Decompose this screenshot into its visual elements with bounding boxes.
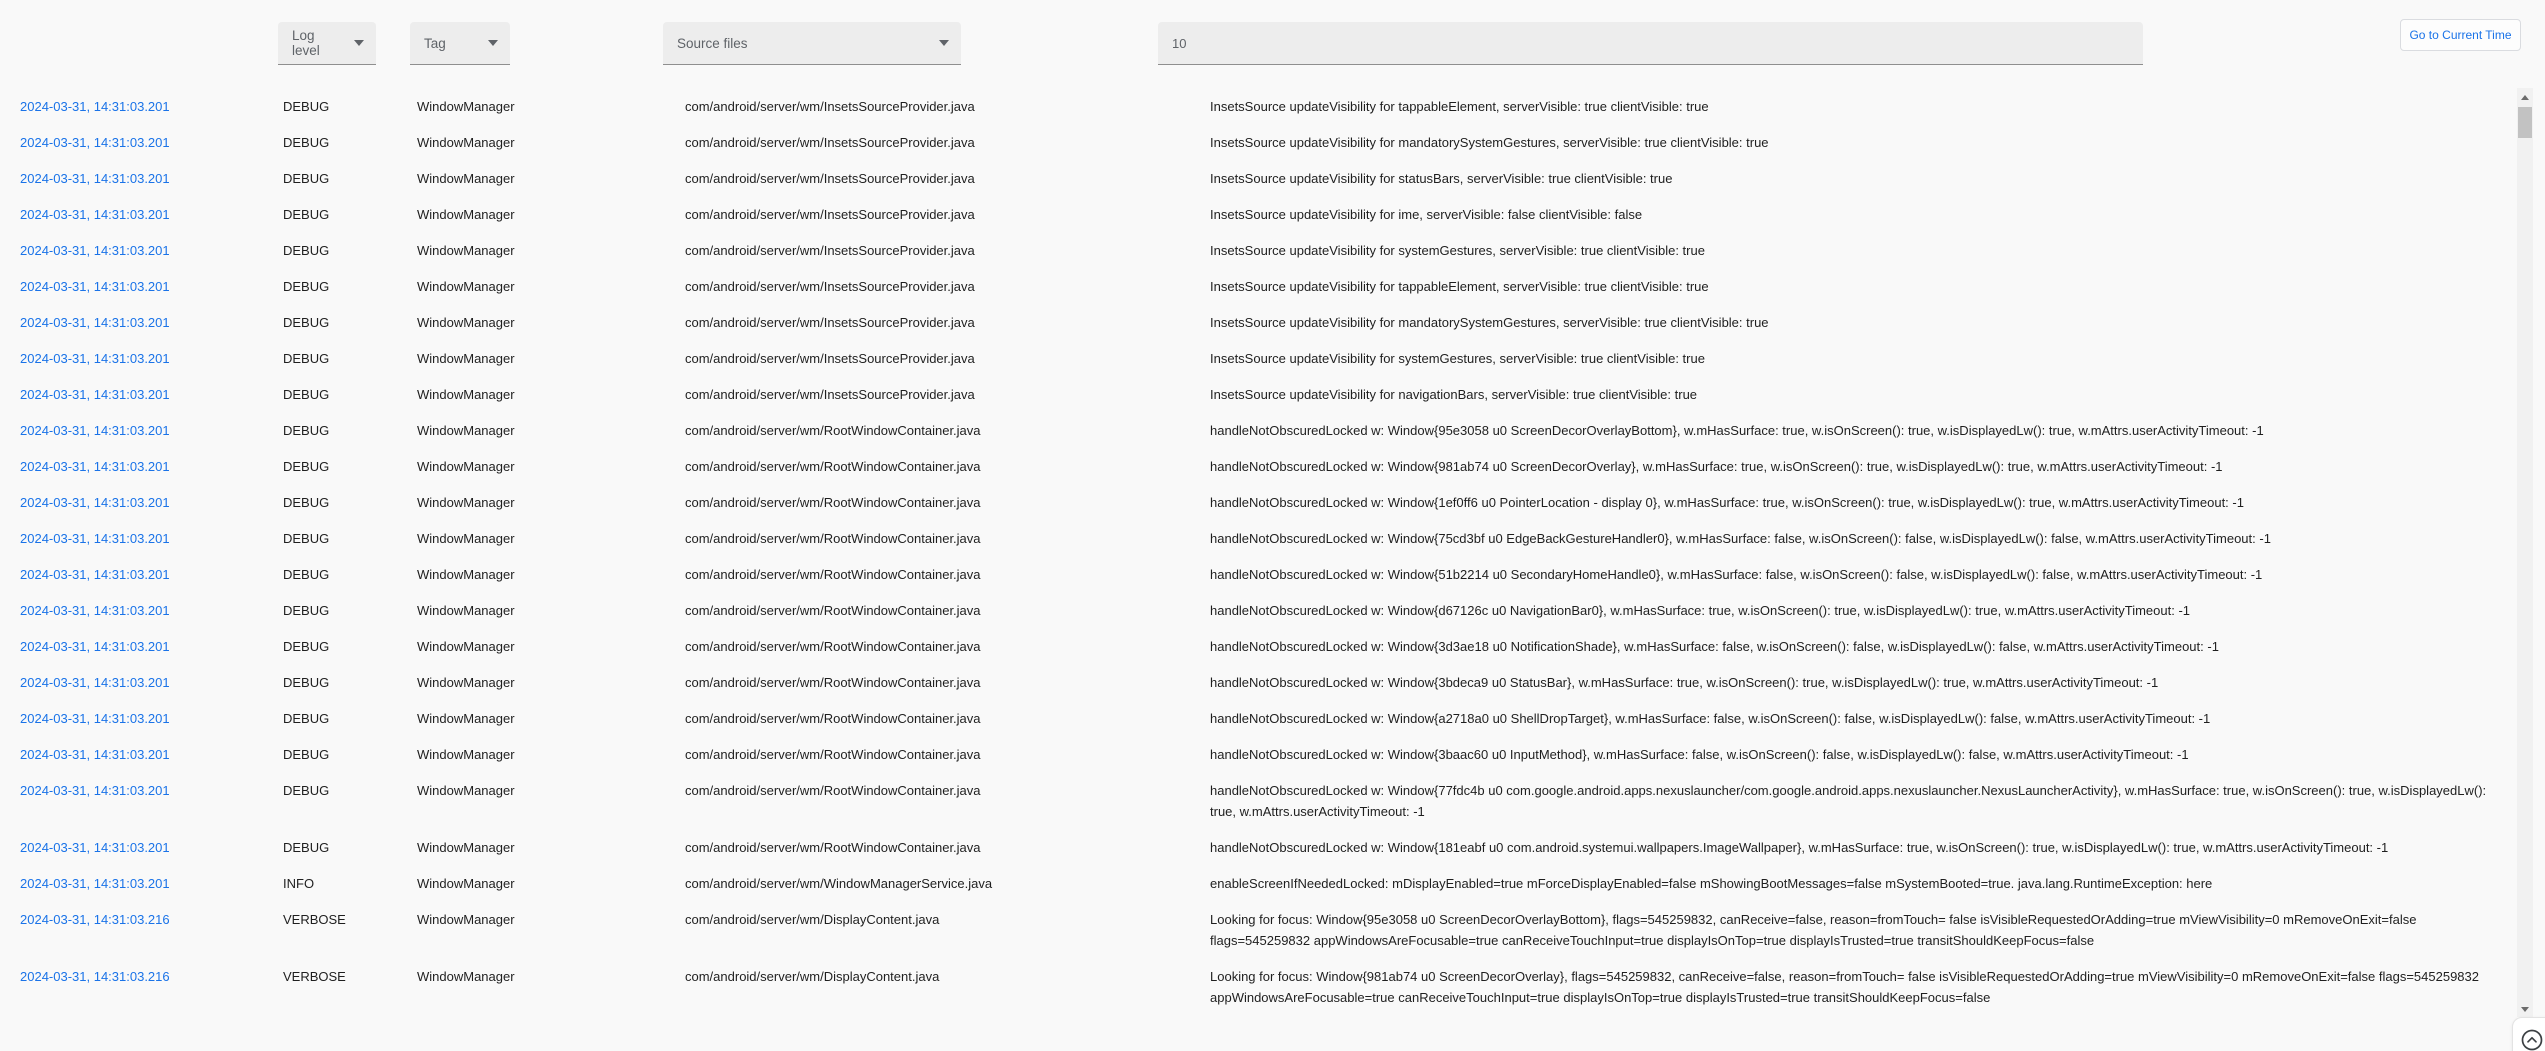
log-level-cell: DEBUG xyxy=(283,422,330,438)
timestamp-link[interactable]: 2024-03-31, 14:31:03.201 xyxy=(20,746,170,762)
message-cell: handleNotObscuredLocked w: Window{95e3058 u0 ScreenDecorOverlayBottom}, w.mHasSurface: true, w.isOnScreen(): true, w.isDisplayedLw(): true, w.mAttrs.userActivityTimeout: -1 xyxy=(1210,422,2264,438)
timestamp-link[interactable]: 2024-03-31, 14:31:03.201 xyxy=(20,530,170,546)
scrollbar[interactable] xyxy=(2517,88,2533,1017)
tag-cell: WindowManager xyxy=(417,782,515,798)
log-level-cell: DEBUG xyxy=(283,170,330,186)
timestamp-link[interactable]: 2024-03-31, 14:31:03.201 xyxy=(20,839,170,855)
tag-cell: WindowManager xyxy=(417,566,515,582)
source-file-cell: com/android/server/wm/RootWindowContainer.java xyxy=(685,422,981,438)
message-cell: handleNotObscuredLocked w: Window{d67126c u0 NavigationBar0}, w.mHasSurface: true, w.isOnScreen(): true, w.isDisplayedLw(): true, w.mAttrs.userActivityTimeout: -1 xyxy=(1210,602,2191,618)
tag-cell: WindowManager xyxy=(417,170,515,186)
source-file-cell: com/android/server/wm/InsetsSourceProvider.java xyxy=(685,314,975,330)
log-row xyxy=(0,520,2517,556)
message-cell: handleNotObscuredLocked w: Window{51b2214 u0 SecondaryHomeHandle0}, w.mHasSurface: false, w.isOnScreen(): false, w.isDisplayedLw(): false, w.mAttrs.userActivityTimeout: -1 xyxy=(1210,566,2263,582)
timestamp-link[interactable]: 2024-03-31, 14:31:03.201 xyxy=(20,602,170,618)
message-cell: Looking for focus: Window{981ab74 u0 ScreenDecorOverlay}, flags=545259832, canReceive=false, reason=fromTouch= false isVisibleRequestedOrAdding=true mViewVisibility=0 mRemoveOnExit=false flags=545259832 appWindowsAreFocusable=true canReceiveTouchInput=true displayIsOnTop=true displayIsTrusted=true transitShouldKeepFocus=false xyxy=(1210,968,2479,1005)
message-cell: Looking for focus: Window{95e3058 u0 ScreenDecorOverlayBottom}, flags=545259832, canReceive=false, reason=fromTouch= false isVisibleRequestedOrAdding=true mViewVisibility=0 mRemoveOnExit=false flags=545259832 appWindowsAreFocusable=true canReceiveTouchInput=true displayIsOnTop=true displayIsTrusted=true transitShouldKeepFocus=false xyxy=(1210,911,2417,948)
message-cell: InsetsSource updateVisibility for tappableElement, serverVisible: true clientVisible: true xyxy=(1210,278,1709,294)
log-row xyxy=(0,88,2517,124)
timestamp-link[interactable]: 2024-03-31, 14:31:03.201 xyxy=(20,98,170,114)
source-file-cell: com/android/server/wm/RootWindowContainer.java xyxy=(685,602,981,618)
log-row xyxy=(0,412,2517,448)
message-cell: handleNotObscuredLocked w: Window{3d3ae18 u0 NotificationShade}, w.mHasSurface: false, w.isOnScreen(): false, w.isDisplayedLw(): false, w.mAttrs.userActivityTimeout: -1 xyxy=(1210,638,2219,654)
tag-select-label: Tag xyxy=(424,35,446,51)
tag-cell: WindowManager xyxy=(417,875,515,891)
timestamp-link[interactable]: 2024-03-31, 14:31:03.201 xyxy=(20,278,170,294)
source-file-cell: com/android/server/wm/InsetsSourceProvider.java xyxy=(685,98,975,114)
tag-cell: WindowManager xyxy=(417,386,515,402)
chevron-down-icon xyxy=(488,40,498,46)
tag-cell: WindowManager xyxy=(417,710,515,726)
log-row xyxy=(0,736,2517,772)
log-level-cell: DEBUG xyxy=(283,782,330,798)
tag-cell: WindowManager xyxy=(417,602,515,618)
message-cell: handleNotObscuredLocked w: Window{1ef0ff6 u0 PointerLocation - display 0}, w.mHasSurface: true, w.isOnScreen(): true, w.isDisplayedLw(): true, w.mAttrs.userActivityTimeout: -1 xyxy=(1210,494,2244,510)
log-row xyxy=(0,829,2517,865)
timestamp-link[interactable]: 2024-03-31, 14:31:03.201 xyxy=(20,494,170,510)
timestamp-link[interactable]: 2024-03-31, 14:31:03.201 xyxy=(20,875,170,891)
tag-cell: WindowManager xyxy=(417,278,515,294)
log-row xyxy=(0,556,2517,592)
message-cell: InsetsSource updateVisibility for navigationBars, serverVisible: true clientVisible: true xyxy=(1210,386,1698,402)
message-cell: handleNotObscuredLocked w: Window{981ab74 u0 ScreenDecorOverlay}, w.mHasSurface: true, w.isOnScreen(): true, w.isDisplayedLw(): true, w.mAttrs.userActivityTimeout: -1 xyxy=(1210,458,2223,474)
message-cell: InsetsSource updateVisibility for tappableElement, serverVisible: true clientVisible: true xyxy=(1210,98,1709,114)
tag-cell: WindowManager xyxy=(417,674,515,690)
source-file-cell: com/android/server/wm/InsetsSourceProvider.java xyxy=(685,278,975,294)
log-level-cell: DEBUG xyxy=(283,98,330,114)
source-file-cell: com/android/server/wm/InsetsSourceProvider.java xyxy=(685,350,975,366)
timestamp-link[interactable]: 2024-03-31, 14:31:03.201 xyxy=(20,350,170,366)
source-file-cell: com/android/server/wm/InsetsSourceProvider.java xyxy=(685,242,975,258)
chevron-down-icon xyxy=(354,40,364,46)
log-row xyxy=(0,376,2517,412)
message-cell: handleNotObscuredLocked w: Window{75cd3bf u0 EdgeBackGestureHandler0}, w.mHasSurface: false, w.isOnScreen(): false, w.isDisplayedLw(): false, w.mAttrs.userActivityTimeout: -1 xyxy=(1210,530,2271,546)
message-cell: handleNotObscuredLocked w: Window{a2718a0 u0 ShellDropTarget}, w.mHasSurface: false, w.isOnScreen(): false, w.isDisplayedLw(): false, w.mAttrs.userActivityTimeout: -1 xyxy=(1210,710,2211,726)
log-level-cell: VERBOSE xyxy=(283,968,346,984)
tag-cell: WindowManager xyxy=(417,458,515,474)
source-file-cell: com/android/server/wm/DisplayContent.java xyxy=(685,911,940,927)
log-row xyxy=(0,664,2517,700)
source-file-cell: com/android/server/wm/RootWindowContainer.java xyxy=(685,839,981,855)
chevron-up-circle-icon[interactable] xyxy=(2520,1028,2544,1051)
log-level-cell: DEBUG xyxy=(283,839,330,855)
log-row xyxy=(0,772,2517,829)
source-file-cell: com/android/server/wm/RootWindowContainer.java xyxy=(685,746,981,762)
message-cell: InsetsSource updateVisibility for mandatorySystemGestures, serverVisible: true clientVisible: true xyxy=(1210,314,1769,330)
log-level-select[interactable] xyxy=(278,22,376,65)
source-file-cell: com/android/server/wm/RootWindowContainer.java xyxy=(685,782,981,798)
tag-cell: WindowManager xyxy=(417,530,515,546)
log-level-cell: VERBOSE xyxy=(283,911,346,927)
log-level-cell: DEBUG xyxy=(283,530,330,546)
timestamp-link[interactable]: 2024-03-31, 14:31:03.201 xyxy=(20,638,170,654)
log-row xyxy=(0,304,2517,340)
source-file-cell: com/android/server/wm/RootWindowContainer.java xyxy=(685,530,981,546)
timestamp-link[interactable]: 2024-03-31, 14:31:03.201 xyxy=(20,134,170,150)
log-level-cell: DEBUG xyxy=(283,134,330,150)
source-file-cell: com/android/server/wm/WindowManagerService.java xyxy=(685,875,993,891)
log-level-cell: DEBUG xyxy=(283,638,330,654)
scrollbar-thumb[interactable] xyxy=(2518,107,2532,138)
timestamp-link[interactable]: 2024-03-31, 14:31:03.201 xyxy=(20,314,170,330)
scroll-to-top-button[interactable] xyxy=(2512,1017,2545,1051)
timestamp-link[interactable]: 2024-03-31, 14:31:03.201 xyxy=(20,242,170,258)
message-cell: InsetsSource updateVisibility for systemGestures, serverVisible: true clientVisible: true xyxy=(1210,350,1705,366)
log-row xyxy=(0,160,2517,196)
log-row xyxy=(0,124,2517,160)
log-row xyxy=(0,865,2517,901)
tag-cell: WindowManager xyxy=(417,968,515,984)
tag-cell: WindowManager xyxy=(417,638,515,654)
log-list xyxy=(0,88,2517,1015)
timestamp-link[interactable]: 2024-03-31, 14:31:03.201 xyxy=(20,782,170,798)
source-file-cell: com/android/server/wm/RootWindowContainer.java xyxy=(685,674,981,690)
message-cell: enableScreenIfNeededLocked: mDisplayEnabled=true mForceDisplayEnabled=false mShowingBootMessages=false mSystemBooted=true. java.lang.RuntimeException: here xyxy=(1210,875,2213,891)
source-file-cell: com/android/server/wm/InsetsSourceProvider.java xyxy=(685,134,975,150)
tag-cell: WindowManager xyxy=(417,839,515,855)
log-level-cell: DEBUG xyxy=(283,602,330,618)
timestamp-link[interactable]: 2024-03-31, 14:31:03.201 xyxy=(20,422,170,438)
source-file-cell: com/android/server/wm/InsetsSourceProvider.java xyxy=(685,386,975,402)
log-row xyxy=(0,196,2517,232)
source-file-cell: com/android/server/wm/DisplayContent.java xyxy=(685,968,940,984)
log-row xyxy=(0,592,2517,628)
source-file-cell: com/android/server/wm/RootWindowContainer.java xyxy=(685,710,981,726)
log-row xyxy=(0,484,2517,520)
tag-cell: WindowManager xyxy=(417,98,515,114)
timestamp-link[interactable]: 2024-03-31, 14:31:03.201 xyxy=(20,170,170,186)
log-level-cell: DEBUG xyxy=(283,206,330,222)
log-row xyxy=(0,628,2517,664)
tag-cell: WindowManager xyxy=(417,134,515,150)
log-row xyxy=(0,268,2517,304)
source-file-cell: com/android/server/wm/InsetsSourceProvider.java xyxy=(685,206,975,222)
source-file-cell: com/android/server/wm/InsetsSourceProvider.java xyxy=(685,170,975,186)
tag-select[interactable] xyxy=(410,22,510,65)
timestamp-link[interactable]: 2024-03-31, 14:31:03.201 xyxy=(20,386,170,402)
log-level-cell: DEBUG xyxy=(283,710,330,726)
tag-cell: WindowManager xyxy=(417,911,515,927)
log-row xyxy=(0,448,2517,484)
tag-cell: WindowManager xyxy=(417,314,515,330)
timestamp-link[interactable]: 2024-03-31, 14:31:03.216 xyxy=(20,968,170,984)
tag-cell: WindowManager xyxy=(417,350,515,366)
timestamp-link[interactable]: 2024-03-31, 14:31:03.216 xyxy=(20,911,170,927)
log-level-cell: DEBUG xyxy=(283,746,330,762)
tag-cell: WindowManager xyxy=(417,494,515,510)
timestamp-link[interactable]: 2024-03-31, 14:31:03.201 xyxy=(20,206,170,222)
log-level-select-label: Log level xyxy=(292,28,320,58)
message-cell: handleNotObscuredLocked w: Window{3baac60 u0 InputMethod}, w.mHasSurface: false, w.isOnScreen(): false, w.isDisplayedLw(): false, w.mAttrs.userActivityTimeout: -1 xyxy=(1210,746,2189,762)
message-cell: InsetsSource updateVisibility for systemGestures, serverVisible: true clientVisible: true xyxy=(1210,242,1705,258)
message-cell: InsetsSource updateVisibility for statusBars, serverVisible: true clientVisible: true xyxy=(1210,170,1673,186)
log-level-cell: DEBUG xyxy=(283,494,330,510)
log-level-cell: DEBUG xyxy=(283,278,330,294)
log-level-cell: DEBUG xyxy=(283,242,330,258)
filter-toolbar xyxy=(0,0,2545,88)
go-to-current-time-button[interactable]: Go to Current Time xyxy=(2400,19,2521,51)
message-cell: handleNotObscuredLocked w: Window{3bdeca9 u0 StatusBar}, w.mHasSurface: true, w.isOnScreen(): true, w.isDisplayedLw(): true, w.mAttrs.userActivityTimeout: -1 xyxy=(1210,674,2159,690)
source-file-cell: com/android/server/wm/RootWindowContainer.java xyxy=(685,638,981,654)
source-file-cell: com/android/server/wm/RootWindowContainer.java xyxy=(685,494,981,510)
timestamp-link[interactable]: 2024-03-31, 14:31:03.201 xyxy=(20,566,170,582)
log-row xyxy=(0,700,2517,736)
log-level-cell: DEBUG xyxy=(283,386,330,402)
log-level-cell: DEBUG xyxy=(283,350,330,366)
time-window-input[interactable] xyxy=(1158,22,2143,65)
log-row xyxy=(0,901,2517,958)
tag-cell: WindowManager xyxy=(417,422,515,438)
timestamp-link[interactable]: 2024-03-31, 14:31:03.201 xyxy=(20,458,170,474)
tag-cell: WindowManager xyxy=(417,206,515,222)
message-cell: InsetsSource updateVisibility for mandatorySystemGestures, serverVisible: true clientVisible: true xyxy=(1210,134,1769,150)
log-row xyxy=(0,958,2517,1015)
tag-cell: WindowManager xyxy=(417,746,515,762)
chevron-down-icon xyxy=(939,40,949,46)
log-row xyxy=(0,232,2517,268)
log-row xyxy=(0,340,2517,376)
timestamp-link[interactable]: 2024-03-31, 14:31:03.201 xyxy=(20,710,170,726)
tag-cell: WindowManager xyxy=(417,242,515,258)
log-level-cell: DEBUG xyxy=(283,674,330,690)
source-files-select-label: Source files xyxy=(677,35,748,51)
log-level-cell: DEBUG xyxy=(283,314,330,330)
log-level-cell: DEBUG xyxy=(283,458,330,474)
message-cell: handleNotObscuredLocked w: Window{181eabf u0 com.android.systemui.wallpapers.ImageWallpaper}, w.mHasSurface: true, w.isOnScreen(): true, w.isDisplayedLw(): true, w.mAttrs.userActivityTimeout: -1 xyxy=(1210,839,2389,855)
source-file-cell: com/android/server/wm/RootWindowContainer.java xyxy=(685,458,981,474)
source-file-cell: com/android/server/wm/RootWindowContainer.java xyxy=(685,566,981,582)
message-cell: handleNotObscuredLocked w: Window{77fdc4b u0 com.google.android.apps.nexuslauncher/com.google.android.apps.nexuslauncher.NexusLauncherActivity}, w.mHasSurface: true, w.isOnScreen(): true, w.isDisplayedLw(): true, w.mAttrs.userActivityTimeout: -1 xyxy=(1210,782,2487,819)
source-files-select[interactable] xyxy=(663,22,961,65)
scroll-up-arrow-icon[interactable] xyxy=(2521,95,2529,100)
timestamp-link[interactable]: 2024-03-31, 14:31:03.201 xyxy=(20,674,170,690)
log-level-cell: DEBUG xyxy=(283,566,330,582)
log-level-cell: INFO xyxy=(283,875,315,891)
message-cell: InsetsSource updateVisibility for ime, serverVisible: false clientVisible: false xyxy=(1210,206,1643,222)
scroll-down-arrow-icon[interactable] xyxy=(2521,1007,2529,1012)
